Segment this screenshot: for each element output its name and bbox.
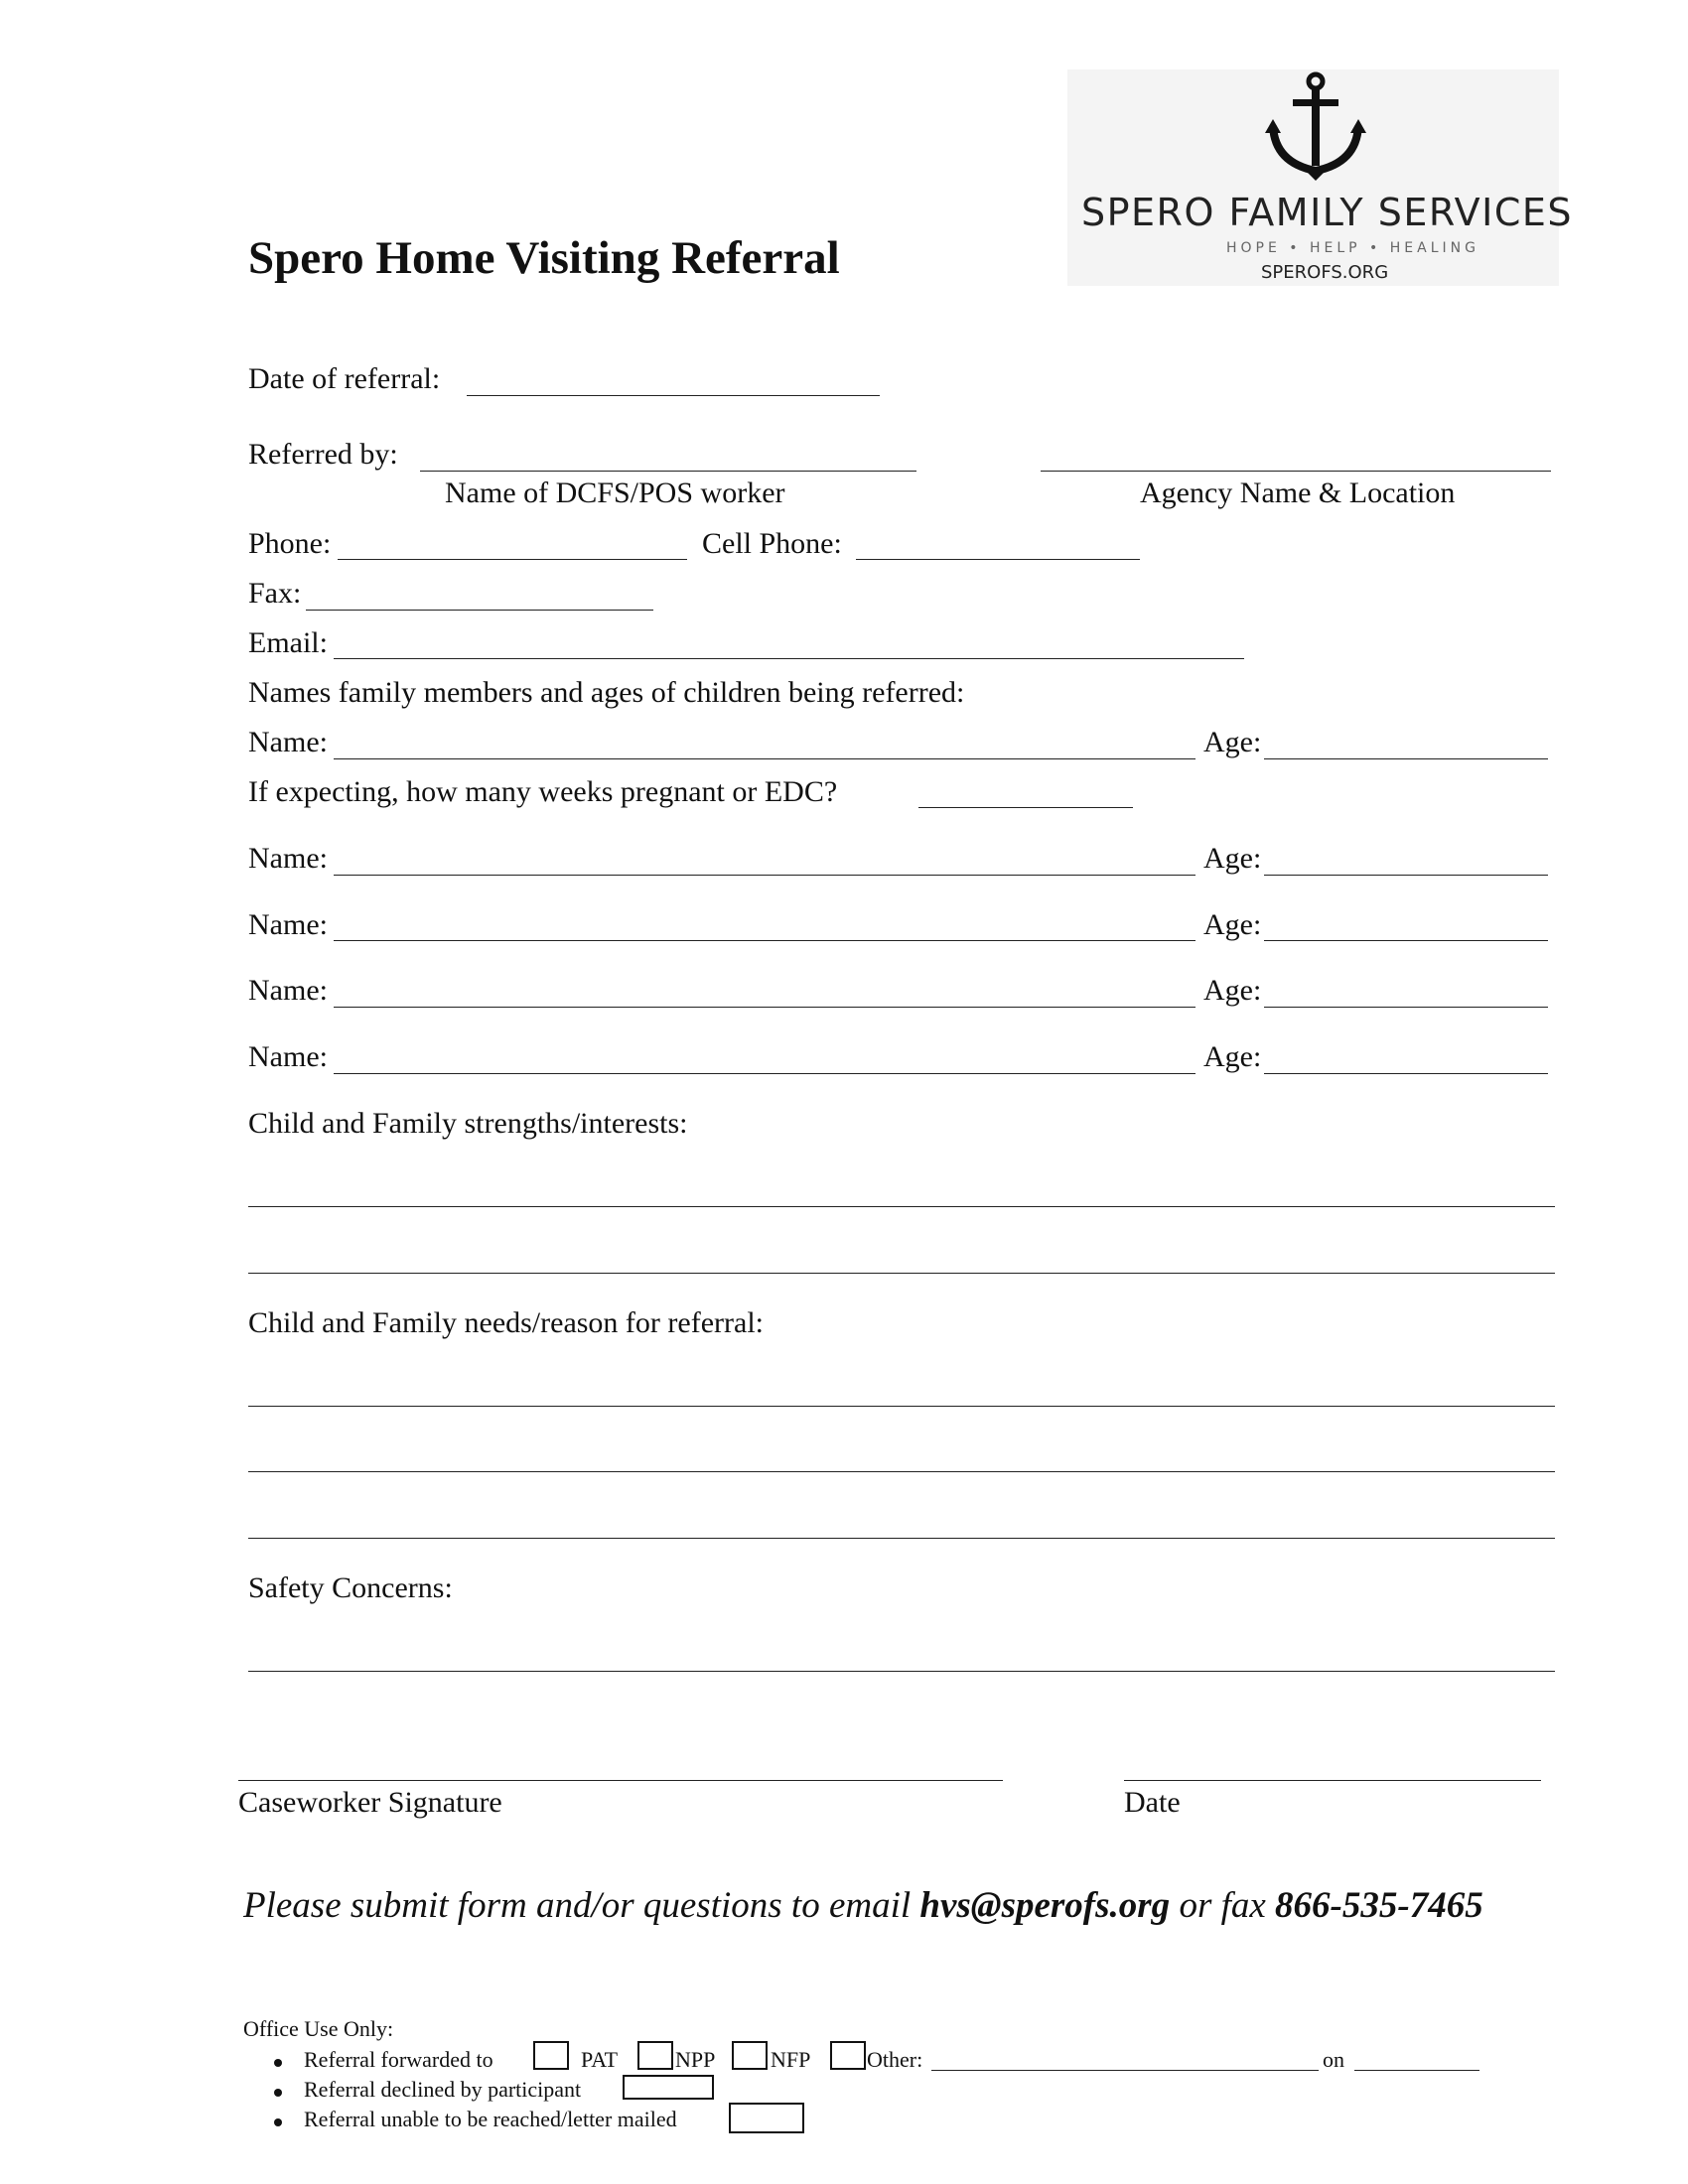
name-field[interactable]	[334, 758, 1196, 759]
name-label: Name:	[248, 1040, 328, 1073]
needs-line[interactable]	[248, 1538, 1555, 1539]
age-field[interactable]	[1264, 940, 1548, 941]
cell-phone-field[interactable]	[856, 559, 1140, 560]
submit-prefix: Please submit form and/or questions to email	[243, 1885, 920, 1926]
submit-middle: or fax	[1170, 1885, 1276, 1926]
anchor-icon	[1261, 71, 1370, 183]
logo	[1067, 69, 1574, 286]
safety-line[interactable]	[248, 1671, 1555, 1672]
logo-tagline: HOPE • HELP • HEALING	[1226, 240, 1479, 256]
email-label: Email:	[248, 626, 328, 659]
safety-label: Safety Concerns:	[248, 1571, 453, 1604]
strengths-line[interactable]	[248, 1273, 1555, 1274]
bullet	[274, 2059, 282, 2067]
strengths-line[interactable]	[248, 1206, 1555, 1207]
strengths-label: Child and Family strengths/interests:	[248, 1107, 688, 1140]
bullet	[274, 2118, 282, 2126]
name-label: Name:	[248, 908, 328, 941]
checkbox-nfp[interactable]	[732, 2041, 768, 2070]
signature-date-field[interactable]	[1124, 1780, 1541, 1781]
declined-label: Referral declined by participant	[304, 2077, 582, 2102]
bullet	[274, 2089, 282, 2097]
checkbox-forwarded[interactable]	[533, 2041, 569, 2070]
referred-by-label: Referred by:	[248, 438, 398, 471]
phone-label: Phone:	[248, 527, 332, 560]
phone-field[interactable]	[338, 559, 687, 560]
option-npp: NPP	[675, 2047, 716, 2072]
signature-date-label: Date	[1124, 1786, 1181, 1819]
fax-label: Fax:	[248, 577, 302, 610]
age-field[interactable]	[1264, 1007, 1548, 1008]
cell-phone-label: Cell Phone:	[702, 527, 842, 560]
needs-line[interactable]	[248, 1471, 1555, 1472]
age-label: Age:	[1203, 726, 1262, 758]
page-title: Spero Home Visiting Referral	[248, 232, 840, 284]
agency-field[interactable]	[1041, 471, 1551, 472]
expecting-label: If expecting, how many weeks pregnant or EDC?	[248, 775, 838, 808]
checkbox-unreachable[interactable]	[729, 2103, 804, 2133]
worker-name-field[interactable]	[420, 471, 916, 472]
family-members-label: Names family members and ages of children being referred:	[248, 676, 965, 709]
signature-label: Caseworker Signature	[238, 1786, 502, 1819]
checkbox-npp[interactable]	[637, 2041, 673, 2070]
date-of-referral-field[interactable]	[467, 395, 880, 396]
email-field[interactable]	[334, 658, 1244, 659]
on-label: on	[1323, 2047, 1344, 2072]
checkbox-declined[interactable]	[623, 2075, 714, 2100]
age-label: Age:	[1203, 974, 1262, 1007]
needs-label: Child and Family needs/reason for referral:	[248, 1306, 764, 1339]
submit-email[interactable]: hvs@sperofs.org	[919, 1885, 1171, 1926]
signature-field[interactable]	[238, 1780, 1003, 1781]
age-field[interactable]	[1264, 1073, 1548, 1074]
name-field[interactable]	[334, 875, 1196, 876]
option-pat: PAT	[581, 2047, 619, 2072]
name-field[interactable]	[334, 1007, 1196, 1008]
age-label: Age:	[1203, 908, 1262, 941]
forwarded-label: Referral forwarded to	[304, 2047, 493, 2072]
age-label: Age:	[1203, 1040, 1262, 1073]
date-of-referral-label: Date of referral:	[248, 362, 441, 395]
age-label: Age:	[1203, 842, 1262, 875]
fax-field[interactable]	[306, 610, 653, 611]
option-nfp: NFP	[771, 2047, 811, 2072]
forwarded-date-field[interactable]	[1354, 2070, 1479, 2071]
name-label: Name:	[248, 974, 328, 1007]
agency-caption: Agency Name & Location	[1140, 477, 1456, 509]
logo-name: SPERO FAMILY SERVICES	[1081, 191, 1574, 234]
checkbox-other[interactable]	[830, 2041, 866, 2070]
submit-instructions	[243, 1884, 1483, 1928]
submit-fax: 866-535-7465	[1275, 1885, 1483, 1926]
logo-url: SPEROFS.ORG	[1261, 262, 1389, 283]
office-use-heading: Office Use Only:	[243, 2016, 394, 2041]
name-label: Name:	[248, 842, 328, 875]
worker-caption: Name of DCFS/POS worker	[445, 477, 785, 509]
option-other: Other:	[867, 2047, 923, 2072]
age-field[interactable]	[1264, 758, 1548, 759]
name-field[interactable]	[334, 1073, 1196, 1074]
name-label: Name:	[248, 726, 328, 758]
age-field[interactable]	[1264, 875, 1548, 876]
name-field[interactable]	[334, 940, 1196, 941]
other-field[interactable]	[931, 2070, 1319, 2071]
expecting-field[interactable]	[918, 807, 1133, 808]
unreachable-label: Referral unable to be reached/letter mailed	[304, 2107, 677, 2131]
needs-line[interactable]	[248, 1406, 1555, 1407]
